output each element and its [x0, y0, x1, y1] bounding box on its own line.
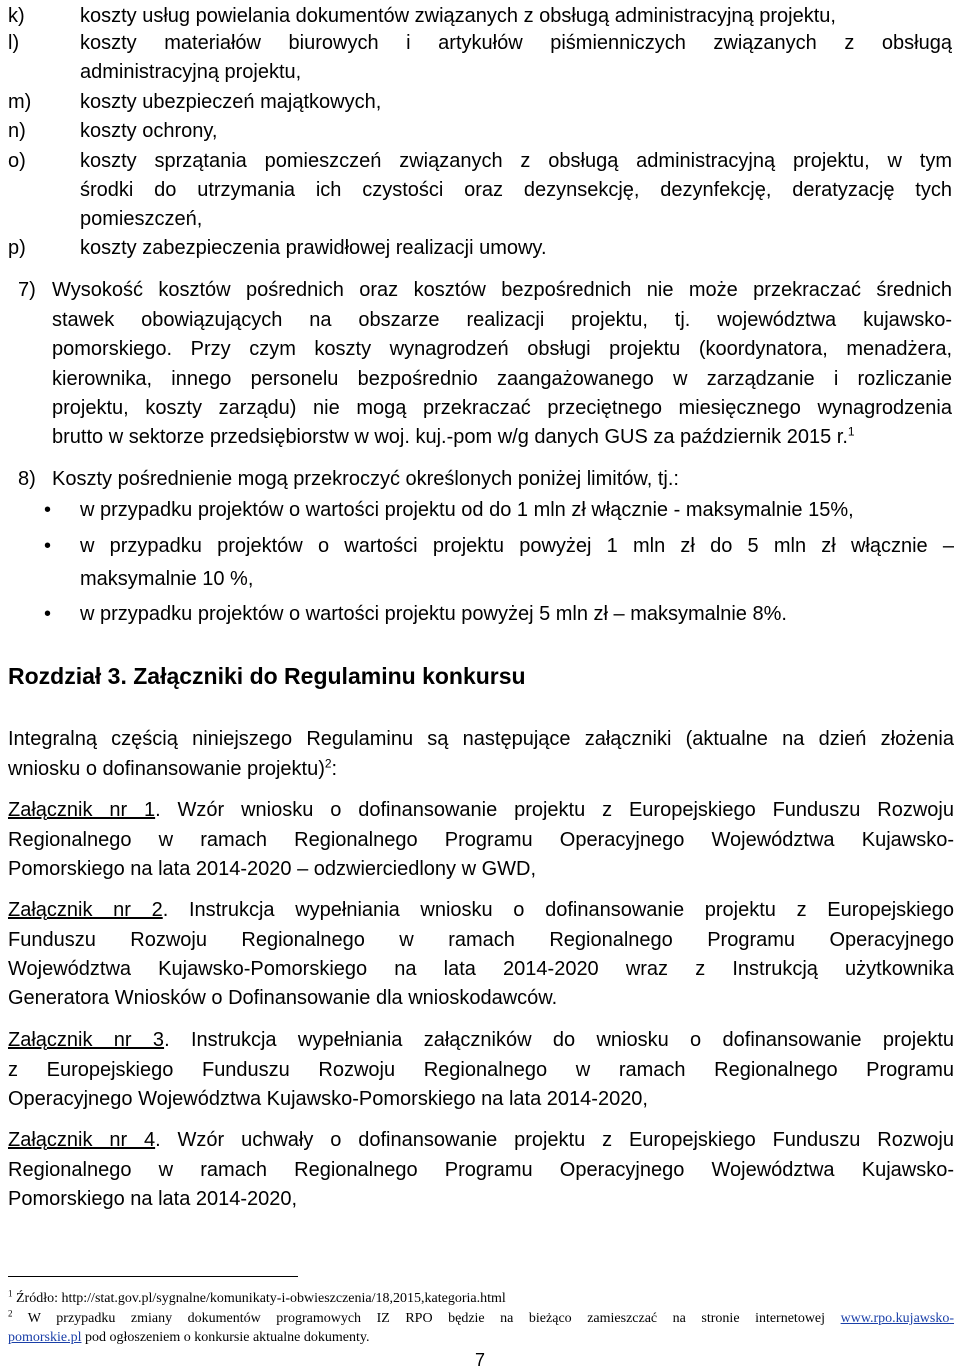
attachment-2-line1	[8, 898, 954, 922]
attachment-1-line2: Regionalnego w ramach Regionalnego Programu Operacyjnego Województwa Kujawsko-	[8, 829, 954, 851]
list-marker-m: m)	[8, 91, 32, 113]
bullet-dot-1: •	[44, 499, 52, 521]
footnote-2-link-cont[interactable]: pomorskie.pl	[8, 1330, 82, 1345]
footnote-ref-1: 1	[847, 424, 855, 439]
list-item-l-line1: koszty materiałów biurowych i artykułów piśmienniczych związanych z obsługą	[80, 32, 952, 54]
attachment-1-text: . Wzór wniosku o dofinansowanie projektu z Europejskiego Funduszu Rozwoju	[155, 799, 954, 821]
footnote-2-tail: pod ogłoszeniem o konkursie aktualne dokumenty.	[81, 1330, 370, 1345]
list-item-m: koszty ubezpieczeń majątkowych,	[80, 91, 382, 113]
bullet-item-2-line2: maksymalnie 10 %,	[80, 568, 254, 590]
list-item-k: koszty usług powielania dokumentów związanych z obsługą administracyjną projektu,	[80, 5, 836, 27]
list-marker-p: p)	[8, 237, 26, 259]
list-marker-n: n)	[8, 120, 26, 142]
footnote-1	[8, 1290, 506, 1308]
chapter-intro-line2-wrap	[8, 757, 337, 781]
list-item-o-line3: pomieszczeń,	[80, 208, 203, 230]
attachment-1-label: Załącznik nr 1	[8, 799, 156, 821]
point7-line2: stawek obowiązujących na obszarze realizacji projektu, tj. województwa kujawsko-	[52, 309, 952, 331]
point7-line3: pomorskiego. Przy czym koszty wynagrodzeń obsługi projektu (koordynatora, menadżera,	[52, 338, 952, 360]
attachment-2-text: . Instrukcja wypełniania wniosku o dofinansowanie projektu z Europejskiego	[162, 899, 954, 921]
bullet-item-3: w przypadku projektów o wartości projektu powyżej 5 mln zł – maksymalnie 8%.	[80, 603, 787, 625]
attachment-2-line3: Województwa Kujawsko-Pomorskiego na lata 2014-2020 wraz z Instrukcją użytkownika	[8, 958, 954, 980]
point7-line5: projektu, koszty zarządu) nie mogą przekraczać przeciętnego miesięcznego wynagrodzenia	[52, 397, 952, 419]
footnote-ref-2: 2	[324, 756, 332, 771]
footnote-separator	[8, 1276, 298, 1277]
attachment-4-line1	[8, 1128, 954, 1152]
footnote-1-text: Źródło: http://stat.gov.pl/sygnalne/komunikaty-i-obwieszczenia/18,2015,kategoria.html	[12, 1291, 506, 1306]
attachment-4-line2: Regionalnego w ramach Regionalnego Programu Operacyjnego Województwa Kujawsko-	[8, 1159, 954, 1181]
chapter-heading: Rozdział 3. Załączniki do Regulaminu konkursu	[8, 663, 526, 689]
footnote-2-link[interactable]: www.rpo.kujawsko-	[840, 1311, 955, 1326]
point7-line6: brutto w sektorze przedsiębiorstw w woj. kuj.-pom w/g danych GUS za październik 2015 r.	[52, 426, 848, 448]
point8-text: Koszty pośrednienie mogą przekroczyć określonych poniżej limitów, tj.:	[52, 468, 679, 490]
footnote-2-text: W przypadku zmiany dokumentów programowych IZ RPO będzie na bieżąco zamieszczać na stronie internetowej	[12, 1311, 826, 1326]
list-item-n: koszty ochrony,	[80, 120, 218, 142]
attachment-2-line4: Generatora Wniosków o Dofinansowanie dla wnioskodawców.	[8, 987, 558, 1009]
list-item-o-line1: koszty sprzątania pomieszczeń związanych z obsługą administracyjną projektu, w tym	[80, 150, 952, 172]
attachment-3-line3: Operacyjnego Województwa Kujawsko-Pomorskiego na lata 2014-2020,	[8, 1088, 648, 1110]
footnote-2-line1	[8, 1310, 954, 1328]
bullet-dot-2: •	[44, 535, 52, 557]
list-item-o-line2: środki do utrzymania ich czystości oraz dezynsekcję, dezynfekcję, deratyzację tych	[80, 179, 952, 201]
chapter-intro-line1: Integralną częścią niniejszego Regulaminu są następujące załączniki (aktualne na dzień złożenia	[8, 728, 954, 750]
attachment-4-label: Załącznik nr 4	[8, 1129, 156, 1151]
point7-line1: Wysokość kosztów pośrednich oraz kosztów bezpośrednich nie może przekraczać średnich	[52, 279, 952, 301]
attachment-3-text: . Instrukcja wypełniania załączników do wniosku o dofinansowanie projektu	[164, 1029, 955, 1051]
list-marker-l: l)	[8, 32, 20, 54]
attachment-2-line2: Funduszu Rozwoju Regionalnego w ramach Regionalnego Programu Operacyjnego	[8, 929, 954, 951]
point7-marker: 7)	[18, 279, 36, 301]
point7-line4: kierownika, innego personelu bezpośrednio zaangażowanego w zarządzanie i rozliczanie	[52, 368, 952, 390]
list-marker-k: k)	[8, 5, 25, 27]
bullet-dot-3: •	[44, 603, 52, 625]
attachment-1-line3: Pomorskiego na lata 2014-2020 – odzwierciedlony w GWD,	[8, 858, 537, 880]
attachment-4-line3: Pomorskiego na lata 2014-2020,	[8, 1188, 298, 1210]
point8-marker: 8)	[18, 468, 36, 490]
attachment-3-line1	[8, 1028, 954, 1052]
chapter-intro-line2: wniosku o dofinansowanie projektu)	[8, 758, 325, 780]
attachment-1-line1	[8, 798, 954, 822]
list-marker-o: o)	[8, 150, 26, 172]
list-item-l-line2: administracyjną projektu,	[80, 61, 302, 83]
list-item-p: koszty zabezpieczenia prawidłowej realizacji umowy.	[80, 237, 547, 259]
footnote-2-number: 2	[8, 1308, 13, 1319]
page-number: 7	[474, 1350, 485, 1370]
chapter-intro-colon: :	[331, 758, 338, 780]
attachment-3-line2: z Europejskiego Funduszu Rozwoju Regionalnego w ramach Regionalnego Programu	[8, 1059, 954, 1081]
footnote-2-line2	[8, 1329, 369, 1347]
footnote-1-number: 1	[8, 1288, 13, 1299]
point7-line6-wrap	[52, 425, 855, 449]
attachment-4-text: . Wzór uchwały o dofinansowanie projektu z Europejskiego Funduszu Rozwoju	[155, 1129, 954, 1151]
bullet-item-2-line1: w przypadku projektów o wartości projektu powyżej 1 mln zł do 5 mln zł włącznie –	[80, 535, 954, 557]
bullet-item-1: w przypadku projektów o wartości projektu od do 1 mln zł włącznie - maksymalnie 15%,	[80, 499, 854, 521]
attachment-2-label: Załącznik nr 2	[8, 899, 163, 921]
attachment-3-label: Załącznik nr 3	[8, 1029, 165, 1051]
